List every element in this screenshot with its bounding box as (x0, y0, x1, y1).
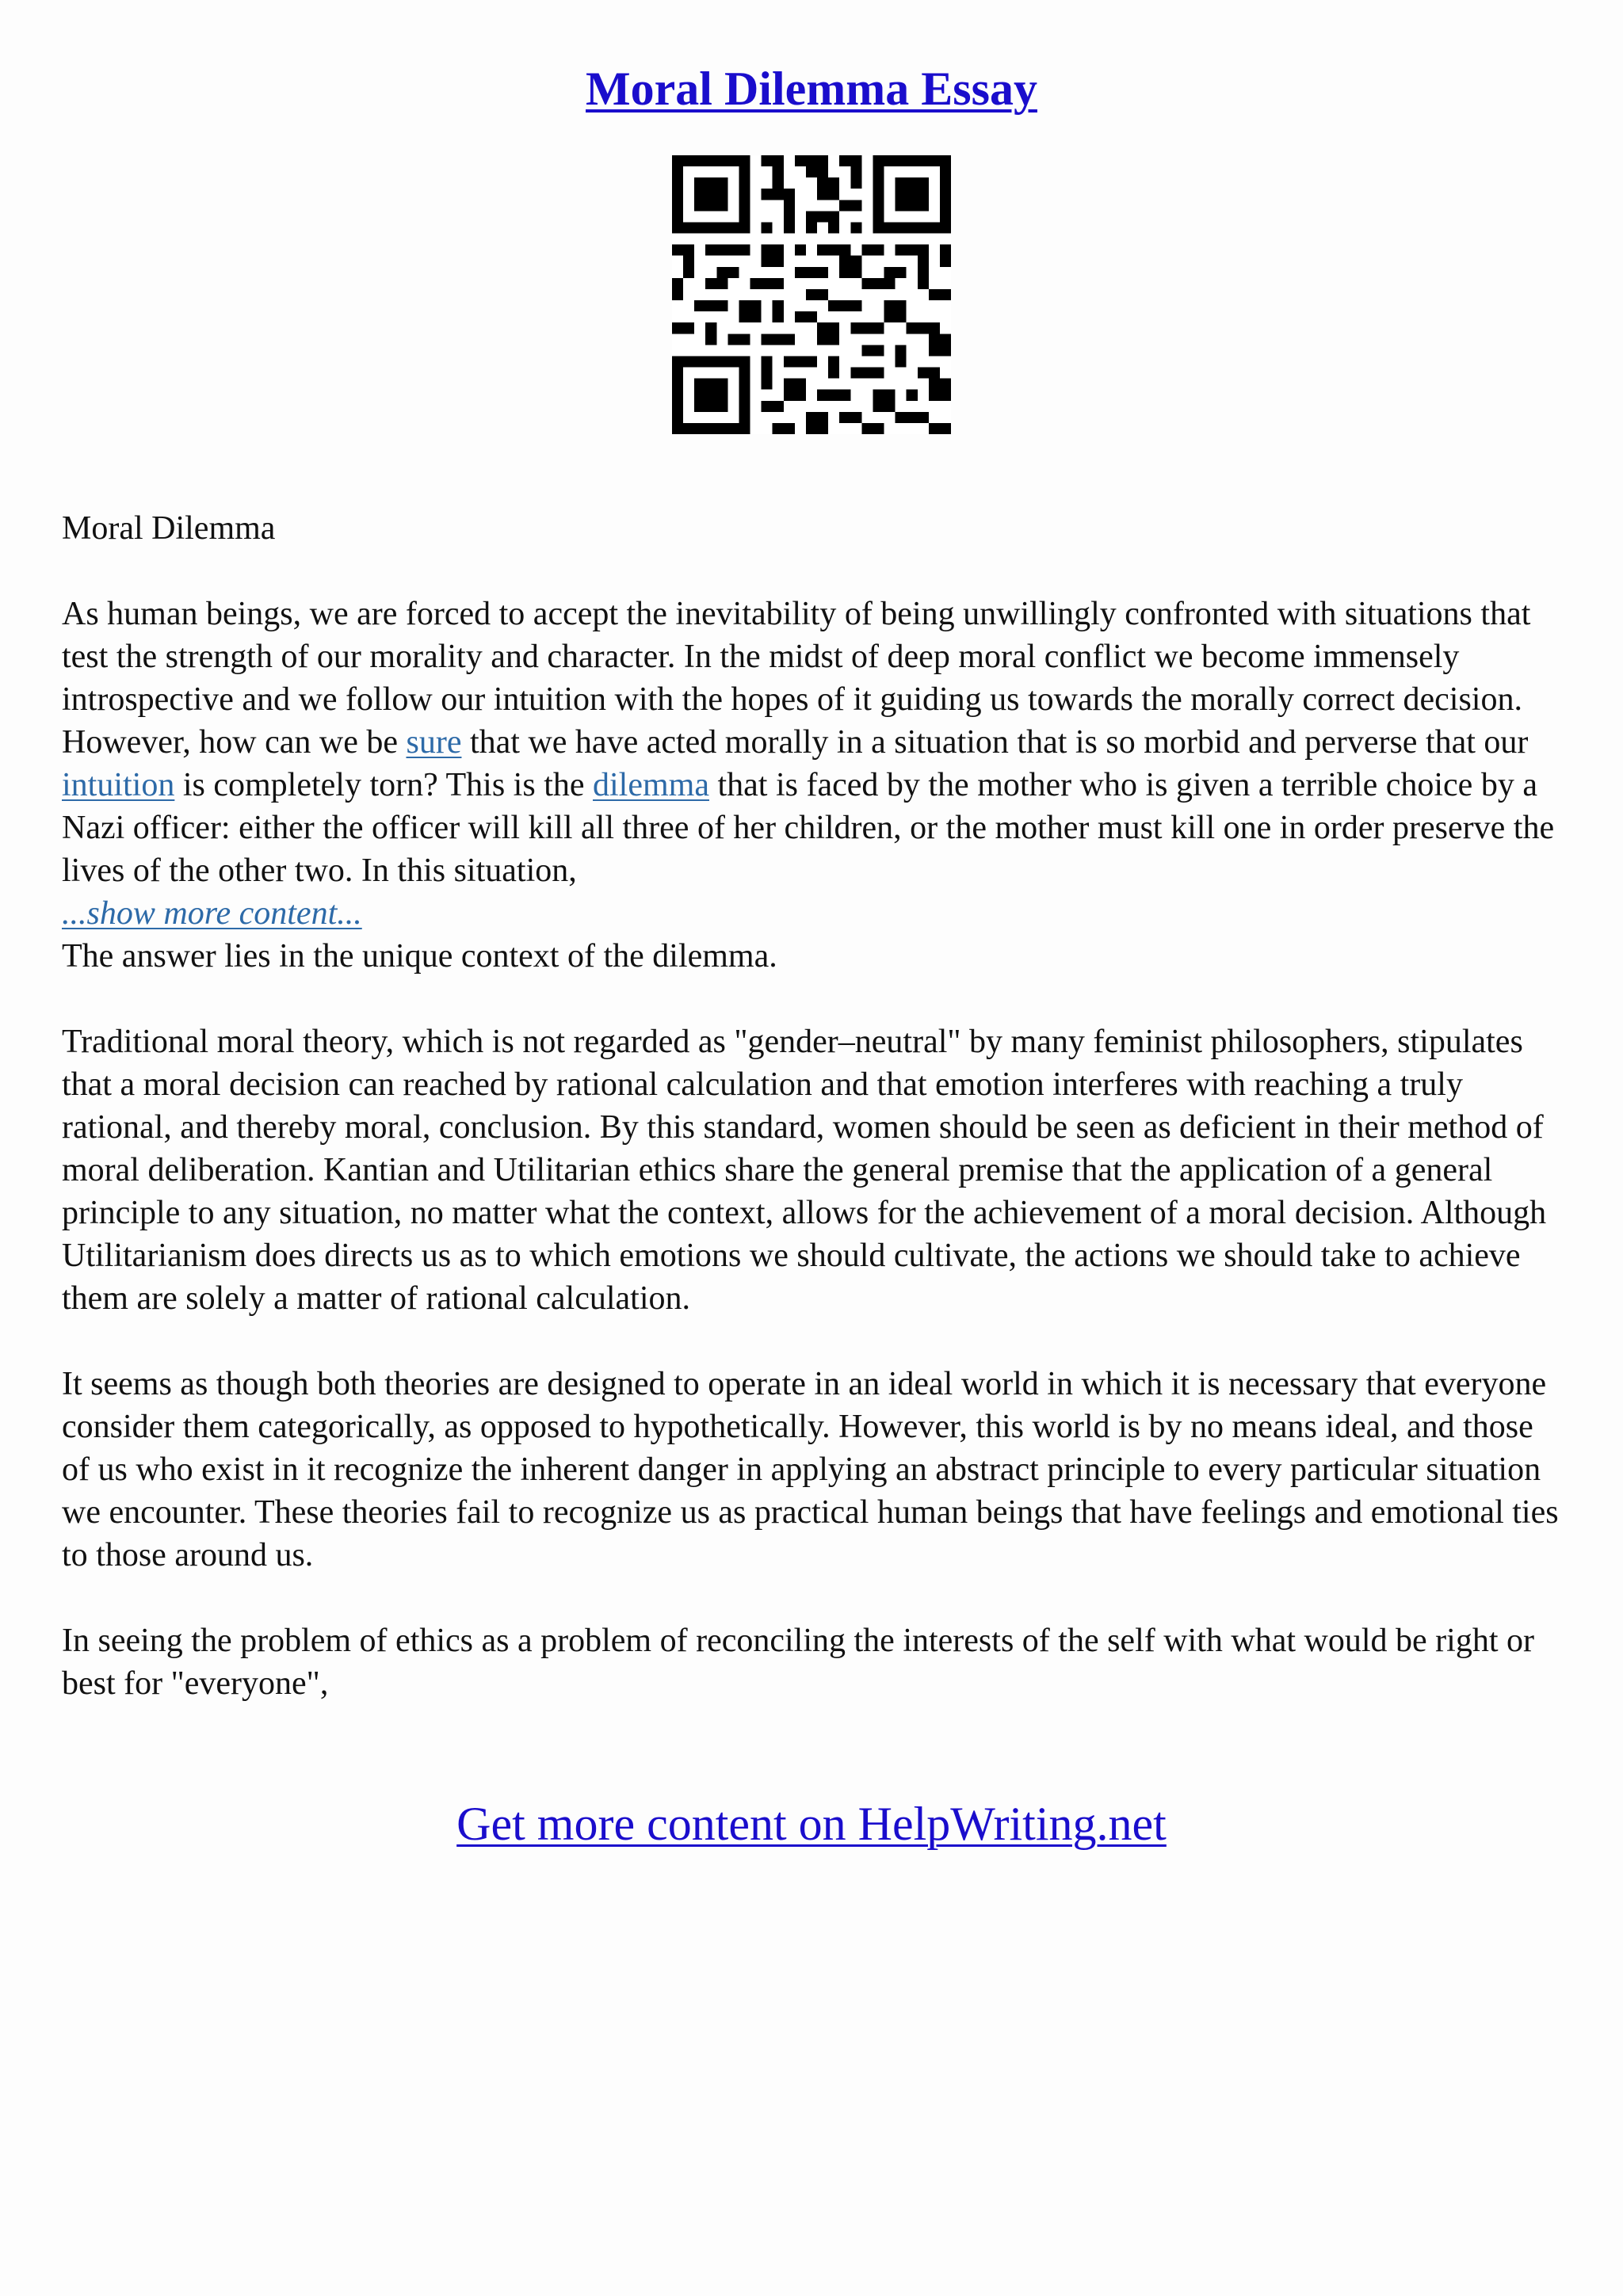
qr-code-icon (672, 155, 951, 434)
link-dilemma[interactable]: dilemma (593, 767, 709, 803)
paragraph-1-text-a: As human beings, we are forced to accept the inevitability of being unwillingly confronted with situations that test the strength of our morality and character. In the midst of deep moral conflict we become immensely introspective and we follow our intuition with the hopes of it guiding us towards the morally correct decision. However, how can we be (62, 596, 1531, 761)
helpwriting-link[interactable]: Get more content on HelpWriting.net (456, 1798, 1167, 1850)
essay-body (62, 507, 1568, 1705)
paragraph-2: The answer lies in the unique context of the dilemma. (62, 938, 777, 974)
paragraph-4: It seems as though both theories are designed to operate in an ideal world in which it is necessary that everyone consider them categorically, as opposed to hypothetically. However, this world is by no means ideal, and those of us who exist in it recognize the inherent danger in applying an abstract principle to every particular situation we encounter. These theories fail to recognize us as practical human beings that have feelings and emotional ties to those around us. (62, 1366, 1559, 1573)
link-intuition[interactable]: intuition (62, 767, 175, 803)
paragraph-3: Traditional moral theory, which is not regarded as "gender–neutral" by many feminist philosophers, stipulates that a moral decision can reached by rational calculation and that emotion interferes with reaching a truly rational, and thereby moral, conclusion. By this standard, women should be seen as deficient in their method of moral deliberation. Kantian and Utilitarian ethics share the general premise that the application of a general principle to any situation, no matter what the context, allows for the achievement of a moral decision. Although Utilitarianism does directs us as to which emotions we should cultivate, the actions we should take to achieve them are solely a matter of rational calculation. (62, 1024, 1547, 1317)
show-more-link[interactable]: ...show more content... (62, 895, 362, 932)
paragraph-1-text-b: that we have acted morally in a situation that is so morbid and perverse that our (461, 724, 1529, 761)
page-title (0, 57, 1623, 120)
paragraph-1 (62, 593, 1568, 892)
footer (0, 1792, 1623, 1855)
title-link[interactable]: Moral Dilemma Essay (586, 63, 1037, 115)
paragraph-5: In seeing the problem of ethics as a problem of reconciling the interests of the self with what would be right or best for "everyone", (62, 1623, 1534, 1702)
paragraph-1-text-c: is completely torn? This is the (174, 767, 594, 803)
link-sure[interactable]: sure (406, 724, 462, 761)
essay-subtitle: Moral Dilemma (62, 510, 276, 547)
paragraph-1-text-d: that is faced by the mother who is given a terrible choice by a Nazi officer: either the officer will kill all three of her children, or the mother must kill one in order preserve the lives of the other two. In this situation, (62, 767, 1555, 889)
